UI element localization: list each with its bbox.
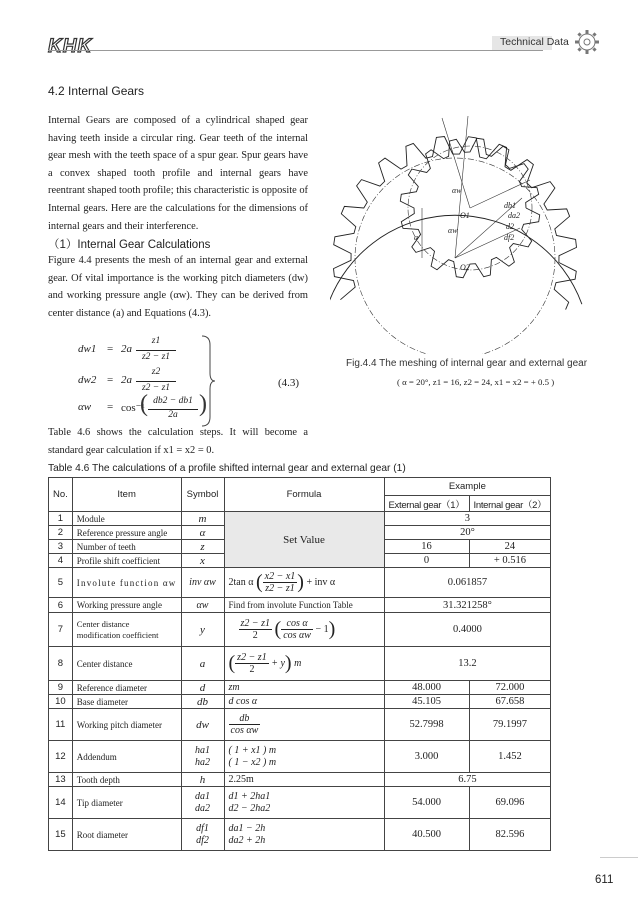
- row-symbol: d: [181, 681, 224, 695]
- formula-fraction: [263, 571, 298, 594]
- formula-denominator: cos αw: [230, 725, 259, 736]
- formula-line-a: da1 − 2h: [228, 822, 266, 834]
- eq3-rhs: cos⁻¹: [121, 402, 145, 414]
- row-symbol: inv αw: [181, 568, 224, 598]
- formula-line-b: da2 + 2h: [228, 834, 266, 846]
- row-symbol: α: [181, 526, 224, 540]
- formula-paren: (: [255, 571, 263, 593]
- row-example-int: 79.1997: [469, 709, 551, 741]
- row-formula: [224, 741, 384, 773]
- header-internal-gear: Internal gear（2）: [469, 496, 551, 512]
- row-item: Working pressure angle: [72, 598, 181, 613]
- row-item: Addendum: [72, 741, 181, 773]
- label-aw-top: αw: [452, 186, 462, 195]
- row-no: 13: [49, 773, 73, 787]
- row-example-ext: 3.000: [384, 741, 469, 773]
- formula-paren: ): [328, 618, 336, 640]
- header-formula: Formula: [224, 478, 384, 512]
- table-row: [49, 647, 551, 681]
- row-item: Base diameter: [72, 695, 181, 709]
- row-formula: Find from involute Function Table: [224, 598, 384, 613]
- calculation-table: [48, 477, 551, 851]
- table-title: Table 4.6 The calculations of a profile shifted internal gear and external gear (1): [48, 463, 406, 474]
- row-symbol: [181, 819, 224, 851]
- row-example-int: 24: [469, 540, 551, 554]
- row-item: [72, 613, 181, 647]
- row-item: Working pitch diameter: [72, 709, 181, 741]
- label-df2: df2: [504, 233, 515, 242]
- formula-stack: [229, 791, 271, 815]
- row-symbol: z: [181, 540, 224, 554]
- row-symbol: x: [181, 554, 224, 568]
- formula-numerator: x2 − x1: [264, 571, 296, 582]
- figure-parameters: ( α = 20°, z1 = 16, z2 = 24, x1 = x2 = + 0.5 ): [397, 377, 555, 387]
- table-row: [49, 598, 551, 613]
- row-example: 6.75: [384, 773, 551, 787]
- eq3-lhs: αw: [78, 401, 92, 413]
- row-formula: zm: [224, 681, 384, 695]
- formula-part-b: + y: [271, 657, 285, 669]
- symbol-a: da1: [195, 790, 210, 802]
- footer-rule: [600, 857, 638, 858]
- formula-part-c: m: [294, 657, 302, 669]
- label-da2: da2: [508, 211, 520, 220]
- symbol-b: da2: [195, 802, 210, 814]
- row-item: Involute function αw: [72, 568, 181, 598]
- formula-stack: [229, 745, 277, 769]
- formula-denominator: 2: [252, 630, 258, 641]
- figure-caption: Fig.4.4 The meshing of internal gear and external gear: [346, 358, 588, 369]
- formula-line-a: d1 + 2ha1: [228, 790, 271, 802]
- formula-line-b: d2 − 2ha2: [228, 802, 271, 814]
- eq2-fraction-bar: [136, 381, 176, 382]
- row-item-line1: Center distance: [76, 618, 130, 629]
- formula-fraction: [281, 618, 313, 641]
- khk-logo: KHK: [48, 36, 93, 57]
- eq3-numerator: db2 − db1: [153, 396, 193, 406]
- row-item: Reference diameter: [72, 681, 181, 695]
- subsection-title: （1）Internal Gear Calculations: [48, 239, 211, 251]
- formula-stack: [229, 823, 266, 847]
- row-no: 9: [49, 681, 73, 695]
- row-example-int: + 0.516: [469, 554, 551, 568]
- row-no: 6: [49, 598, 73, 613]
- row-symbol: αw: [181, 598, 224, 613]
- row-no: 5: [49, 568, 73, 598]
- table-row: [49, 709, 551, 741]
- row-example-ext: 40.500: [384, 819, 469, 851]
- equation-label: (4.3): [278, 377, 300, 389]
- row-no: 2: [49, 526, 73, 540]
- symbol-b: df2: [196, 834, 209, 846]
- section-title: 4.2 Internal Gears: [48, 84, 145, 98]
- row-example: 0.061857: [384, 568, 551, 598]
- header-label: Technical Data: [500, 36, 569, 48]
- formula-paren: (: [228, 652, 236, 674]
- label-o2: O2: [460, 263, 470, 272]
- table-intro-paragraph: Table 4.6 shows the calculation steps. It will become a standard gear calculation if x1 = x2 = 0.: [48, 427, 308, 456]
- table-row: [49, 568, 551, 598]
- eq2-equals: =: [107, 374, 114, 386]
- row-example-ext: 0: [384, 554, 469, 568]
- row-example-int: 1.452: [469, 741, 551, 773]
- eq2-rhs: 2a: [121, 374, 132, 386]
- row-symbol: [181, 787, 224, 819]
- symbol-stack: [195, 791, 210, 815]
- row-example: 13.2: [384, 647, 551, 681]
- formula-numerator: z2 − z1: [237, 652, 267, 663]
- figure-paragraph: Figure 4.4 presents the mesh of an internal gear and external gear. Of vital importance is the working pitch diameters (dw) and working pressure angle (αw). They can be derived from center distance (a) and Equations (4.3).: [48, 255, 308, 319]
- formula-denominator: cos αw: [283, 630, 311, 641]
- row-item: Tip diameter: [72, 787, 181, 819]
- row-formula: [224, 787, 384, 819]
- row-no: 1: [49, 512, 73, 526]
- table-row: [49, 773, 551, 787]
- row-symbol: a: [181, 647, 224, 681]
- table-row: [49, 613, 551, 647]
- header-symbol: Symbol: [181, 478, 224, 512]
- header-rule: [48, 50, 543, 51]
- row-no: 14: [49, 787, 73, 819]
- formula-part-b: + inv α: [306, 576, 336, 588]
- formula-paren: ): [297, 571, 304, 593]
- formula-part-a: 2tan α: [228, 576, 254, 588]
- row-symbol: m: [181, 512, 224, 526]
- formula-numerator: db: [229, 713, 261, 725]
- row-example-int: 69.096: [469, 787, 551, 819]
- row-item: Profile shift coefficient: [72, 554, 181, 568]
- header-item: Item: [72, 478, 181, 512]
- header-example: Example: [384, 478, 551, 496]
- row-no: 12: [49, 741, 73, 773]
- row-no: 7: [49, 613, 73, 647]
- eq1-denominator: z2 − z1: [141, 352, 171, 362]
- row-no: 4: [49, 554, 73, 568]
- row-no: 11: [49, 709, 73, 741]
- formula-paren: (: [274, 618, 282, 640]
- row-example: 0.4000: [384, 613, 551, 647]
- formula-numerator: cos α: [281, 618, 313, 630]
- eq2-numerator: z2: [151, 367, 161, 377]
- table-row: [49, 695, 551, 709]
- row-no: 15: [49, 819, 73, 851]
- eq1-equals: =: [107, 343, 114, 355]
- row-item: Center distance: [72, 647, 181, 681]
- row-example-int: 67.658: [469, 695, 551, 709]
- header-no: No.: [49, 478, 73, 512]
- eq1-numerator: z1: [151, 336, 161, 346]
- row-no: 3: [49, 540, 73, 554]
- row-item: Tooth depth: [72, 773, 181, 787]
- row-example-ext: 16: [384, 540, 469, 554]
- eq2-lhs: dw2: [78, 374, 97, 386]
- formula-numerator: z2 − z1: [240, 618, 271, 629]
- eq1-rhs: 2a: [121, 343, 132, 355]
- symbol-stack: [195, 745, 210, 769]
- formula-fraction: [229, 713, 261, 736]
- internal-gear-teeth: [334, 137, 577, 310]
- row-item: Number of teeth: [72, 540, 181, 554]
- row-symbol: db: [181, 695, 224, 709]
- table-row: [49, 819, 551, 851]
- eq3-equals: =: [107, 401, 114, 413]
- formula-denominator: 2: [249, 664, 255, 675]
- row-symbol: h: [181, 773, 224, 787]
- eq1-fraction-bar: [136, 350, 176, 351]
- row-example-int: 72.000: [469, 681, 551, 695]
- row-example: 31.321258°: [384, 598, 551, 613]
- row-example-ext: 48.000: [384, 681, 469, 695]
- symbol-a: ha1: [195, 744, 210, 756]
- formula-fraction: [239, 618, 273, 641]
- table-row: [49, 741, 551, 773]
- intro-paragraph: Internal Gears are composed of a cylindrical shaped gear having teeth inside a circular ring. Gear teeth of the internal gear mesh with the teeth space of a spur gear. Spur gears have a convex shaped tooth profile and internal gears have reentrant shaped tooth profile; this characteristic is opposite of Internal gears. Here are the calculations for the dimensions of internal gears and their interference.: [48, 115, 308, 232]
- page-number: 611: [595, 874, 614, 886]
- table-row: [49, 512, 551, 526]
- row-symbol: y: [181, 613, 224, 647]
- row-symbol: dw: [181, 709, 224, 741]
- label-a: a: [414, 233, 418, 242]
- eq3-right-paren: ): [199, 391, 207, 417]
- row-example-ext: 54.000: [384, 787, 469, 819]
- symbol-b: ha2: [195, 756, 210, 768]
- row-formula: 2.25m: [224, 773, 384, 787]
- formula-paren: ): [284, 652, 292, 674]
- row-formula: [224, 647, 384, 681]
- equation-brace: [200, 335, 216, 427]
- formula-part-b: − 1: [315, 623, 329, 635]
- row-formula: [224, 709, 384, 741]
- label-db1: db1: [504, 201, 516, 210]
- eq1-lhs: dw1: [78, 343, 97, 355]
- internal-gear-figure: [330, 108, 628, 354]
- row-formula: [224, 819, 384, 851]
- row-symbol: [181, 741, 224, 773]
- label-d2: d2: [506, 222, 514, 231]
- header-external-gear: External gear（1）: [384, 496, 469, 512]
- row-item-line2: modification coefficient: [76, 629, 159, 640]
- row-formula: [224, 613, 384, 647]
- gear-icon: [573, 28, 601, 56]
- eq2-denominator: z2 − z1: [141, 383, 171, 393]
- label-o1: O1: [460, 211, 470, 220]
- eq3-denominator: 2a: [168, 410, 178, 420]
- row-example-ext: 45.105: [384, 695, 469, 709]
- symbol-stack: [196, 823, 209, 847]
- label-aw-mid: αw: [448, 226, 458, 235]
- formula-line-b: ( 1 − x2 ) m: [228, 756, 277, 768]
- row-item: Root diameter: [72, 819, 181, 851]
- row-example: 3: [384, 512, 551, 526]
- row-example-ext: 52.7998: [384, 709, 469, 741]
- formula-denominator: z2 − z1: [265, 583, 295, 594]
- row-no: 10: [49, 695, 73, 709]
- formula-fraction: [235, 652, 269, 675]
- row-example-int: 82.596: [469, 819, 551, 851]
- row-formula: [224, 568, 384, 598]
- row-formula: d cos α: [224, 695, 384, 709]
- row-item: Reference pressure angle: [72, 526, 181, 540]
- row-item: Module: [72, 512, 181, 526]
- symbol-a: df1: [196, 822, 209, 834]
- row-example: 20°: [384, 526, 551, 540]
- formula-line-a: ( 1 + x1 ) m: [228, 744, 277, 756]
- row-no: 8: [49, 647, 73, 681]
- table-row: [49, 787, 551, 819]
- eq3-left-paren: (: [140, 391, 148, 417]
- table-row: [49, 681, 551, 695]
- set-value-cell: Set Value: [224, 512, 384, 568]
